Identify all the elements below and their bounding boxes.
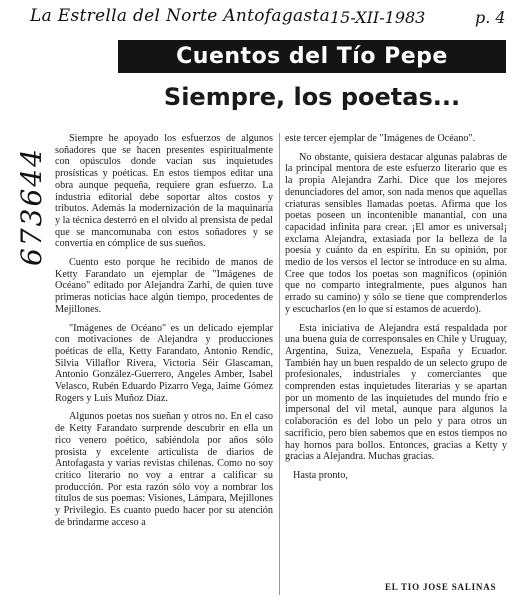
section-banner: Cuentos del Tío Pepe bbox=[118, 40, 506, 73]
paragraph: Esta iniciativa de Alejandra está respaldada por una buena guía de corresponsales en Chile y Uruguay, Argentina, Suiza, Venezuela, España y Ecuador. También hay un buen respaldo de un selecto grupo de profesionales, industriales y comerciantes que comprenden estas inquietudes literarias y se apartan por un momento de las inquietudes del mundo frío e impersonal del vil metal, aunque para algunos la colaboración es del lobo un pelo y para otros un sacrificio, pero bien sabemos que en estos tiempos no hay hornos para bollos. Entonces, gracias a Ketty y gracias a Alejandra. Muchas gracias. bbox=[285, 322, 507, 463]
handwritten-source-note: La Estrella del Norte Antofagasta bbox=[30, 6, 331, 26]
right-column bbox=[285, 133, 507, 482]
author-signature: EL TIO JOSE SALINAS bbox=[385, 582, 497, 592]
paragraph: "Imágenes de Océano" es un delicado ejemplar con motivaciones de Alejandra y producciones poéticas de ella, Ketty Farandato, Antonio Rendic, Silvia Villaflor Rivera, Victoria Séir Glascaman, Antonio González-Guerrero, Angeles Amber, Isabel Velasco, Rubén Eduardo Pizarro Vega, Jaime Gómez Rogers y Luis Muñoz Díaz. bbox=[55, 322, 273, 404]
closing-line: Hasta pronto, bbox=[293, 469, 348, 481]
handwritten-page-number: p. 4 bbox=[475, 8, 506, 27]
paragraph: Siempre he apoyado los esfuerzos de algunos soñadores que se hacen presentes espiritualmente con opúsculos donde vacían sus inquietudes prosísticas y poéticas. En estos tiempos editar una obra aunque pequeña, requiere gran esfuerzo. La industria editorial debe soportar altos costos y tributos. Además la modernización de la maquinaria y la técnica desterró en el olvido al prensista de pedal que se mancomunaba con estos soñadores y se convertía en cómplice de sus sueños. bbox=[55, 133, 273, 250]
column-divider bbox=[279, 133, 280, 595]
handwritten-date: 15-XII-1983 bbox=[330, 8, 426, 27]
paragraph: Cuento esto porque he recibido de manos de Ketty Farandato un ejemplar de "Imágenes de Océano" editado por Alejandra Zarhi, de quien tuve primeras noticias hace algún tiempo, procedentes de Mejillones. bbox=[55, 257, 273, 315]
paragraph: No obstante, quisiera destacar algunas palabras de la principal mentora de este esfuerzo literario que es la propia Alejandra Zarhi. Dice que los mejores denunciadores del amor, son nada menos que aquellas criaturas sensibles llamadas poetas. Afirma que los poetas poseen un inconteniblе manantial, con una capacidad infinita para crear. ¡El amor es universal¡ exclama Alejandra, extasiada por la belleza de la poesía y cuánto da en espíritu. En su opinión, por medio de los versos el lector se introduce en su alma. Cree que todos los poetas son magníficos (opinión que no comparto integralmente, pues algunos han errado su camino) y sólo se tiene que comprenderlos y escucharlos (en lo que sí estamos de acuerdo). bbox=[285, 151, 507, 315]
paragraph: este tercer ejemplar de "Imágenes de Océano". bbox=[285, 133, 476, 144]
handwritten-archive-id: 673644 bbox=[14, 147, 48, 266]
paragraph: Algunos poetas nos sueñan y otros no. En el caso de Ketty Farandato surprende descubrir en ella un rico venero poético, sabiéndola por años sólo prosista y excelente articulista de diarios de Antofagasta y varias revistas chilenas. Como no soy crítico literario no voy a entrar a calificar su producción. Por esta razón sólo voy a nombrar los títulos de sus poemas: Visiones, Lámpara, Mejillones y Privilegio. Es cuanto puedo hacer por su atención de brindarme acceso a bbox=[55, 411, 273, 528]
left-column bbox=[55, 133, 273, 536]
article-title: Siempre, los poetas... bbox=[163, 83, 461, 111]
